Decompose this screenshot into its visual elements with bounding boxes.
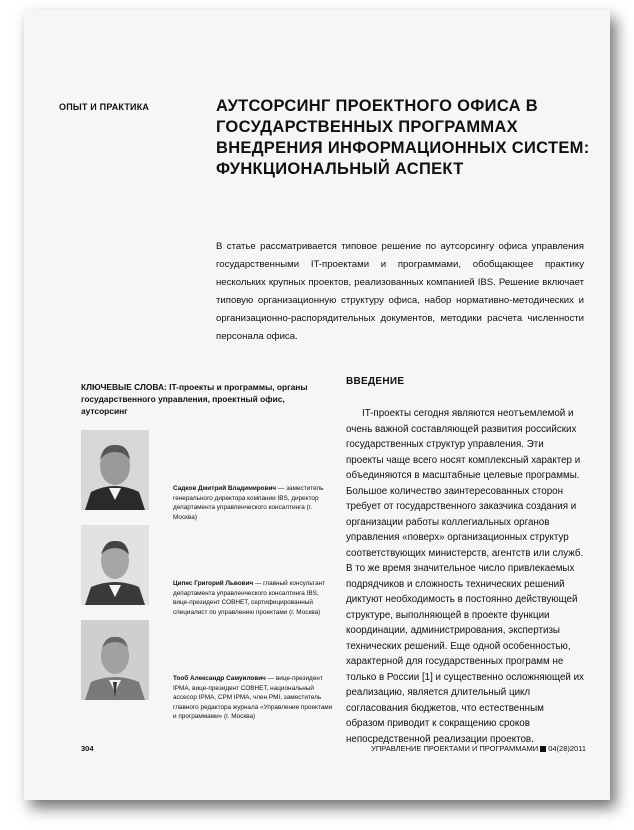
portrait-icon (81, 620, 149, 700)
author-name: Садков Дмитрий Владимирович (173, 485, 277, 492)
page-number: 304 (81, 744, 94, 753)
author-bio (173, 579, 333, 617)
author-photo (81, 430, 149, 510)
author-bio (173, 674, 333, 722)
author-name: Ципес Григорий Львович (173, 580, 254, 587)
journal-title: УПРАВЛЕНИЕ ПРОЕКТАМИ И ПРОГРАММАМИ (371, 744, 539, 753)
portrait-icon (81, 525, 149, 605)
author-photo (81, 620, 149, 700)
journal-name (371, 744, 586, 753)
author-card (81, 525, 331, 616)
author-description: — заместитель генерального директора компании IBS, директор департамента управленческого консалтинга (г. Москва) (173, 485, 324, 521)
article-title: АУТСОРСИНГ ПРОЕКТНОГО ОФИСА В ГОСУДАРСТВЕННЫХ ПРОГРАММАХ ВНЕДРЕНИЯ ИНФОРМАЦИОННЫХ СИСТЕМ: ФУНКЦИОНАЛЬНЫЙ АСПЕКТ (216, 97, 590, 178)
section-heading: ВВЕДЕНИЕ (346, 376, 405, 387)
author-card (81, 430, 331, 521)
portrait-icon (81, 430, 149, 510)
author-photo (81, 525, 149, 605)
author-bio (173, 484, 333, 522)
issue-number: 04(28)2011 (548, 744, 586, 753)
keywords: КЛЮЧЕВЫЕ СЛОВА: IT-проекты и программы, органы государственного управления, проектный офис, аутсорсинг (81, 382, 308, 416)
square-bullet-icon (540, 746, 546, 752)
body-paragraph: IT-проекты сегодня являются неотъемлемой и очень важной составляющей развития российских государственных структур управления. Эти проекты чаще всего носят комплексный характер и объединяются в масштабные целевые программы. Большое количество заинтересованных сторон требует от государственного заказчика создания и организации работы коллегиальных органов управления «поверх» организационных структур соответствующих министерств, агентств или служб. В то же время значительное число привлекаемых подрядчиков и сложность технических решений диктуют необходимость в постоянно действующей структуре, выполняющей в проекте функции координации, администрирования, экспертизы технических решений. Еще одной особенностью, характерной для государственных программ не только в России [1] и существенно осложняющей их реализацию, является длительный цикл согласования бюджетов, что естественным образом приводит к сокращению сроков непосредственной реализации проектов. (346, 408, 584, 745)
author-description: — вице-президент IPMA, вице-президент СОВНЕТ, национальный ассесор IPMA, CPM IPMA, член PMI, заместитель главного редактора журнала «Управление проектами и программами» (г. Москва) (173, 675, 333, 720)
author-name: Тооб Александр Самуилович (173, 675, 266, 682)
section-label: ОПЫТ И ПРАКТИКА (59, 102, 150, 112)
abstract: В статье рассматривается типовое решение по аутсорсингу офиса управления государственными IT-проектами и программами, обобщающее практику нескольких крупных проектов, реализованных компанией IBS. Решение включает типовую организационную структуру офиса, набор нормативно-методических и организационно-распорядительных документов, методики расчета численности персонала офиса. (216, 241, 584, 342)
author-description: — главный консультант департамента управленческого консалтинга IBS, вице-президент СОВНЕТ, сертифицированный специалист по управлению проектами (г. Москва) (173, 580, 326, 616)
author-card (81, 620, 333, 720)
